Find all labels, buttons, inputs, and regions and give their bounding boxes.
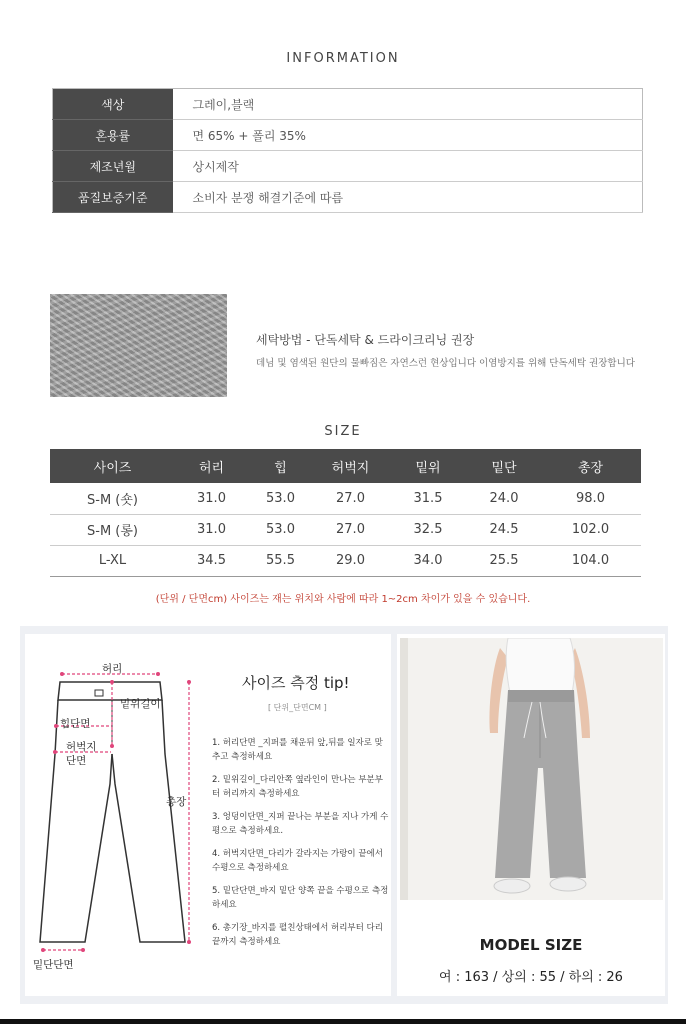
table-row bbox=[53, 120, 643, 151]
size-cell: 32.5 bbox=[388, 514, 468, 545]
size-header: 사이즈 bbox=[50, 449, 175, 483]
size-cell: 24.0 bbox=[468, 483, 540, 514]
tip-subtitle: [ 단위_단면CM ] bbox=[268, 703, 327, 712]
size-cell: S-M (롱) bbox=[50, 514, 175, 545]
fabric-swatch-image bbox=[50, 294, 227, 397]
label-rise: 밑위길이 bbox=[120, 698, 161, 710]
size-cell: 24.5 bbox=[468, 514, 540, 545]
model-size-title: MODEL SIZE bbox=[479, 936, 583, 954]
table-row bbox=[50, 483, 641, 514]
model-photo bbox=[400, 638, 663, 900]
tip-item: 2. 밑위길이_다리안쪽 옆라인이 만나는 부분부터 허리까지 측정하세요 bbox=[212, 775, 383, 799]
label-length: 총장 bbox=[166, 796, 187, 808]
table-row bbox=[53, 151, 643, 182]
info-value: 상시제작 bbox=[173, 151, 643, 182]
size-header-row bbox=[50, 449, 641, 483]
label-waist: 허리 bbox=[102, 663, 123, 675]
size-header: 밑위 bbox=[388, 449, 468, 483]
info-value: 소비자 분쟁 해결기준에 따름 bbox=[173, 182, 643, 213]
size-cell: 31.0 bbox=[175, 483, 248, 514]
size-cell: 34.0 bbox=[388, 545, 468, 576]
size-cell: 98.0 bbox=[540, 483, 641, 514]
tip-item: 6. 총기장_바지를 펼친상태에서 허리부터 다리끝까지 측정하세요 bbox=[212, 923, 383, 947]
label-hem: 밑단단면 bbox=[33, 959, 74, 971]
tip-title: 사이즈 측정 tip! bbox=[242, 674, 350, 692]
size-cell: 102.0 bbox=[540, 514, 641, 545]
pants-diagram bbox=[25, 634, 215, 996]
tip-item: 1. 허리단면 _지퍼를 채운뒤 앞,뒤를 일자로 맞추고 측정하세요 bbox=[212, 738, 383, 762]
wash-title: 세탁방법 - 단독세탁 & 드라이크리닝 권장 bbox=[256, 333, 475, 347]
tip-item: 5. 밑단단면_바지 밑단 양쪽 끝을 수평으로 측정하세요 bbox=[212, 886, 389, 910]
info-value: 그레이,블랙 bbox=[173, 89, 643, 120]
size-cell: 53.0 bbox=[248, 483, 313, 514]
size-cell: 29.0 bbox=[313, 545, 388, 576]
size-cell: 104.0 bbox=[540, 545, 641, 576]
info-key: 제조년월 bbox=[53, 151, 173, 182]
size-header: 허리 bbox=[175, 449, 248, 483]
size-cell: 27.0 bbox=[313, 483, 388, 514]
size-header: 밑단 bbox=[468, 449, 540, 483]
information-table bbox=[52, 88, 643, 213]
info-value: 면 65% + 폴리 35% bbox=[173, 120, 643, 151]
size-cell: 55.5 bbox=[248, 545, 313, 576]
size-header: 총장 bbox=[540, 449, 641, 483]
tips-list bbox=[212, 736, 390, 958]
size-cell: 53.0 bbox=[248, 514, 313, 545]
size-note: (단위 / 단면cm) 사이즈는 재는 위치와 사람에 따라 1~2cm 차이가 있을 수 있습니다. bbox=[155, 594, 531, 605]
label-thigh: 허벅지 단면 bbox=[66, 741, 97, 767]
size-header: 허벅지 bbox=[313, 449, 388, 483]
info-key: 품질보증기준 bbox=[53, 182, 173, 213]
size-cell: 27.0 bbox=[313, 514, 388, 545]
information-title: INFORMATION bbox=[286, 51, 400, 66]
size-title: SIZE bbox=[324, 424, 362, 439]
size-cell: L-XL bbox=[50, 545, 175, 576]
table-row bbox=[50, 545, 641, 576]
size-cell: 31.0 bbox=[175, 514, 248, 545]
size-table bbox=[50, 449, 641, 577]
size-cell: 25.5 bbox=[468, 545, 540, 576]
model-size-stats: 여 : 163 / 상의 : 55 / 하의 : 26 bbox=[439, 970, 623, 985]
table-row bbox=[50, 514, 641, 545]
model-figure-image bbox=[400, 638, 663, 900]
label-hip: 힙단면 bbox=[60, 718, 91, 730]
bottom-divider bbox=[0, 1019, 686, 1024]
size-cell: S-M (숏) bbox=[50, 483, 175, 514]
table-row bbox=[53, 89, 643, 120]
size-cell: 34.5 bbox=[175, 545, 248, 576]
size-cell: 31.5 bbox=[388, 483, 468, 514]
size-header: 힙 bbox=[248, 449, 313, 483]
tip-item: 3. 엉덩이단면_지퍼 끝나는 부분을 지나 가게 수평으로 측정하세요. bbox=[212, 812, 389, 836]
table-row bbox=[53, 182, 643, 213]
tip-item: 4. 허벅지단면_다리가 갈라지는 가랑이 끝에서 수평으로 측정하세요 bbox=[212, 849, 383, 873]
wash-description: 데님 및 염색된 원단의 물빠짐은 자연스런 현상입니다 이염방지를 위해 단독세탁 권장합니다 bbox=[256, 358, 635, 369]
info-key: 색상 bbox=[53, 89, 173, 120]
info-key: 혼용률 bbox=[53, 120, 173, 151]
